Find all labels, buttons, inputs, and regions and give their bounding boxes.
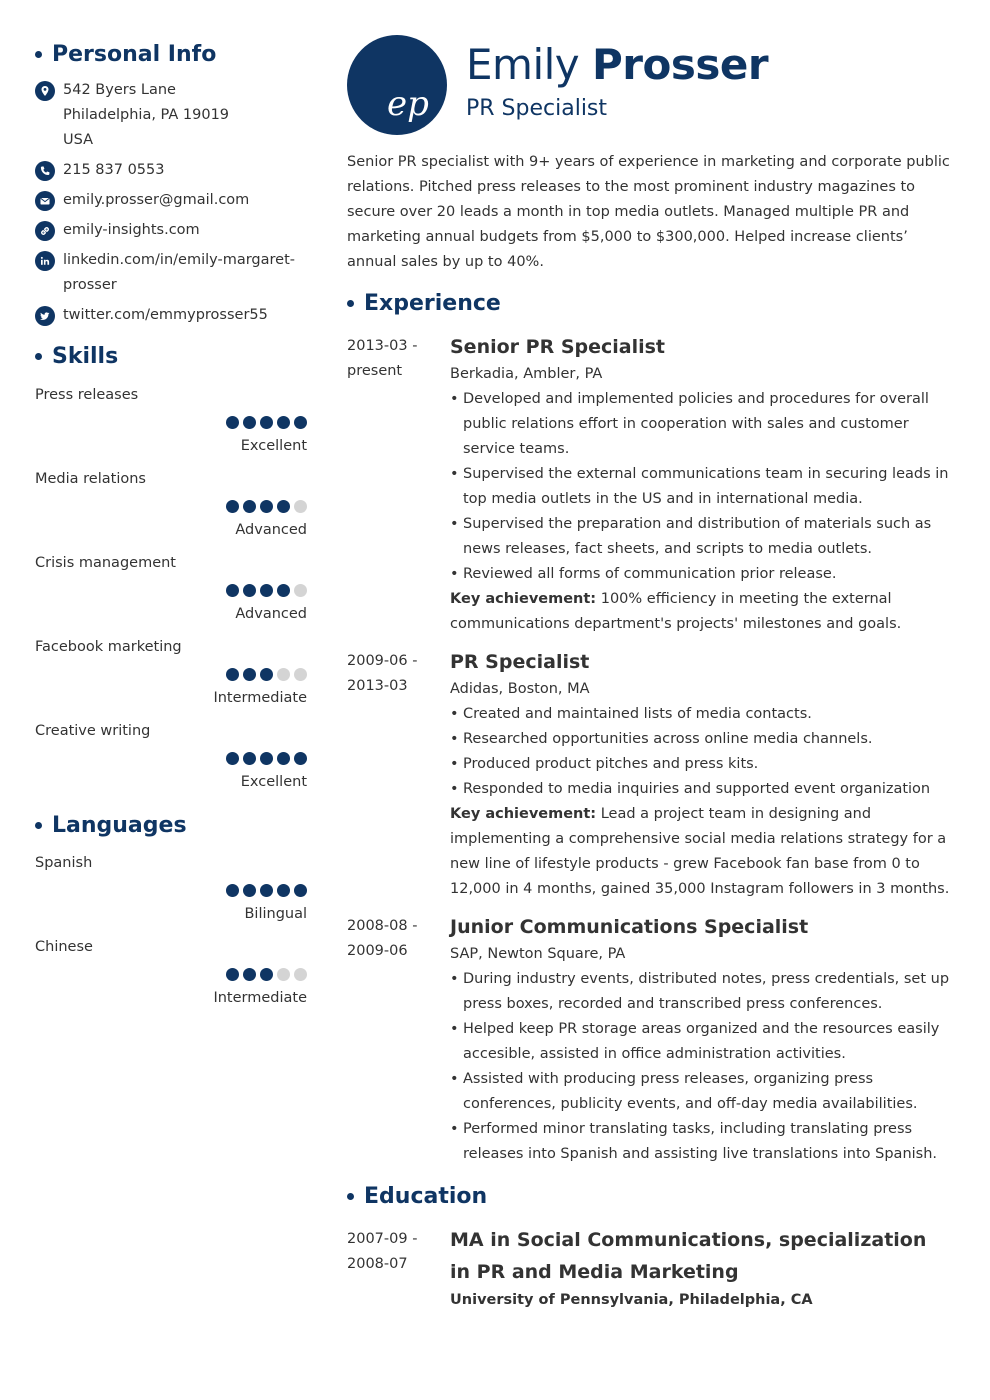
job-company: Adidas, Boston, MA <box>450 681 590 697</box>
job-bullet: • Assisted with producing press releases, organizing press conferences, publicity events, and off-day media availabilities. <box>450 1067 960 1117</box>
language-rating-dots <box>226 884 307 897</box>
skill-level: Excellent <box>240 774 307 790</box>
personal-info-heading-text: Personal Info <box>52 42 217 67</box>
rating-dot-filled <box>277 584 290 597</box>
skill-name: Facebook marketing <box>35 639 182 655</box>
profile-summary: Senior PR specialist with 9+ years of experience in marketing and corporate public relations. Pitched press releases to the most prominent industry magazines to secure over 20 leads a month in top media outlets. Managed multiple PR and marketing annual budgets from $5,000 to $300,000. Helped increase clients’ annual sales by up to 40%. <box>347 154 950 270</box>
job-bullet: • During industry events, distributed notes, press credentials, set up press boxes, recorded and transcribed press conferences. <box>450 967 960 1017</box>
job-entry <box>450 647 960 902</box>
key-achievement-label: Key achievement: <box>450 591 597 607</box>
rating-dot-filled <box>294 752 307 765</box>
skill-rating-dots <box>226 584 307 597</box>
education-dates <box>347 1227 417 1277</box>
skill-rating-dots <box>226 668 307 681</box>
experience-heading-text: Experience <box>364 291 501 316</box>
language-name: Spanish <box>35 855 93 871</box>
rating-dot-filled <box>294 884 307 897</box>
skill-level: Intermediate <box>213 690 307 706</box>
job-entry <box>450 912 960 1167</box>
skills-heading <box>35 344 118 369</box>
job-entry <box>450 332 960 637</box>
job-bullets <box>450 387 960 587</box>
rating-dot-empty <box>294 584 307 597</box>
heading-bullet <box>35 822 42 829</box>
address-line: Philadelphia, PA 19019 <box>63 107 230 123</box>
linkedin-icon <box>35 251 55 271</box>
job-company: SAP, Newton Square, PA <box>450 946 626 962</box>
job-dates <box>347 334 417 384</box>
skills-heading-text: Skills <box>52 344 119 369</box>
last-name: Prosser <box>592 40 769 89</box>
education-entry <box>450 1224 950 1313</box>
rating-dot-empty <box>277 668 290 681</box>
key-achievement <box>450 587 960 637</box>
experience-heading <box>347 291 501 316</box>
contact-linkedin <box>35 250 307 298</box>
job-company: Berkadia, Ambler, PA <box>450 366 603 382</box>
job-bullet: • Supervised the preparation and distribution of materials such as news releases, fact sheets, and scripts to media outlets. <box>450 512 960 562</box>
full-name <box>466 40 768 89</box>
key-achievement <box>450 802 960 902</box>
rating-dot-filled <box>226 968 239 981</box>
rating-dot-filled <box>226 584 239 597</box>
job-title: Senior PR Specialist <box>450 336 666 358</box>
rating-dot-filled <box>277 416 290 429</box>
address-line: USA <box>63 132 94 148</box>
phone-text[interactable]: 215 837 0553 <box>63 162 165 178</box>
job-title-header: PR Specialist <box>466 96 608 121</box>
rating-dot-filled <box>243 668 256 681</box>
skill-name: Crisis management <box>35 555 176 571</box>
rating-dot-filled <box>260 968 273 981</box>
personal-info-heading <box>35 42 216 67</box>
job-dates <box>347 914 417 964</box>
linkedin-link[interactable]: prosser <box>63 277 117 293</box>
language-rating-dots <box>226 968 307 981</box>
date-to: 2013-03 <box>347 678 408 694</box>
job-bullet: • Reviewed all forms of communication prior release. <box>450 562 960 587</box>
date-from: 2013-03 - <box>347 338 418 354</box>
rating-dot-filled <box>277 752 290 765</box>
contact-address <box>35 80 307 153</box>
rating-dot-filled <box>260 668 273 681</box>
rating-dot-filled <box>226 668 239 681</box>
contact-twitter <box>35 305 307 328</box>
degree-title: MA in Social Communications, specialization in PR and Media Marketing <box>450 1229 927 1283</box>
linkedin-link[interactable]: linkedin.com/in/emily-margaret- <box>63 252 295 268</box>
skill-rating-dots <box>226 500 307 513</box>
job-title: Junior Communications Specialist <box>450 916 809 938</box>
date-to: present <box>347 363 403 379</box>
skill-rating-dots <box>226 416 307 429</box>
job-bullet: • Produced product pitches and press kits. <box>450 752 960 777</box>
rating-dot-filled <box>260 884 273 897</box>
website-link[interactable]: emily-insights.com <box>63 222 200 238</box>
date-from: 2008-08 - <box>347 918 418 934</box>
school-name: University of Pennsylvania, Philadelphia, CA <box>450 1292 813 1308</box>
twitter-link[interactable]: twitter.com/emmyprosser55 <box>63 307 268 323</box>
job-bullets <box>450 967 960 1167</box>
contact-phone <box>35 160 307 183</box>
email-link[interactable]: emily.prosser@gmail.com <box>63 192 250 208</box>
skill-name: Press releases <box>35 387 139 403</box>
language-name: Chinese <box>35 939 93 955</box>
date-from: 2009-06 - <box>347 653 418 669</box>
language-level: Intermediate <box>213 990 307 1006</box>
job-bullet: • Supervised the external communications team in securing leads in top media outlets in the US and in international media. <box>450 462 960 512</box>
skill-rating-dots <box>226 752 307 765</box>
rating-dot-filled <box>260 416 273 429</box>
rating-dot-filled <box>226 752 239 765</box>
skill-name: Creative writing <box>35 723 151 739</box>
education-heading <box>347 1184 487 1209</box>
job-title: PR Specialist <box>450 651 590 673</box>
rating-dot-empty <box>294 968 307 981</box>
skill-name: Media relations <box>35 471 146 487</box>
job-bullet: • Developed and implemented policies and procedures for overall public relations effort in cooperation with sales and customer service teams. <box>450 387 960 462</box>
skill-level: Advanced <box>235 522 307 538</box>
rating-dot-filled <box>277 500 290 513</box>
avatar <box>347 35 447 135</box>
phone-icon <box>35 161 55 181</box>
heading-bullet <box>347 1193 354 1200</box>
languages-heading <box>35 813 187 838</box>
job-dates <box>347 649 417 699</box>
rating-dot-empty <box>277 968 290 981</box>
rating-dot-filled <box>243 884 256 897</box>
rating-dot-filled <box>226 416 239 429</box>
rating-dot-filled <box>226 500 239 513</box>
link-icon <box>35 221 55 241</box>
address-line: 542 Byers Lane <box>63 82 176 98</box>
job-bullets <box>450 702 960 802</box>
rating-dot-filled <box>260 752 273 765</box>
location-pin-icon <box>35 81 55 101</box>
rating-dot-empty <box>294 500 307 513</box>
rating-dot-filled <box>294 416 307 429</box>
key-achievement-text: 100% efficiency in meeting the external communications department's projects' milestones and goals. <box>450 591 902 632</box>
rating-dot-empty <box>294 668 307 681</box>
date-to: 2009-06 <box>347 943 408 959</box>
language-level: Bilingual <box>244 906 307 922</box>
heading-bullet <box>347 300 354 307</box>
twitter-icon <box>35 306 55 326</box>
education-heading-text: Education <box>364 1184 488 1209</box>
date-from: 2007-09 - <box>347 1231 418 1247</box>
languages-heading-text: Languages <box>52 813 187 838</box>
job-bullet: • Helped keep PR storage areas organized and the resources easily accesible, assisted in office administration activities. <box>450 1017 960 1067</box>
date-to: 2008-07 <box>347 1256 408 1272</box>
skill-level: Excellent <box>240 438 307 454</box>
job-bullet: • Responded to media inquiries and supported event organization <box>450 777 960 802</box>
key-achievement-text: Lead a project team in designing and implementing a comprehensive social media relations strategy for a new line of lifestyle products - grew Facebook fan base from 0 to 12,000 in 4 months, gained 35,000 Instagram followers in 3 months. <box>450 806 950 897</box>
contact-website <box>35 220 307 243</box>
rating-dot-filled <box>243 584 256 597</box>
rating-dot-filled <box>260 584 273 597</box>
rating-dot-filled <box>260 500 273 513</box>
job-bullet: • Researched opportunities across online media channels. <box>450 727 960 752</box>
email-icon <box>35 191 55 211</box>
job-bullet: • Performed minor translating tasks, including translating press releases into Spanish and assisting live translations into Spanish. <box>450 1117 960 1167</box>
first-name: Emily <box>466 40 580 89</box>
key-achievement-label: Key achievement: <box>450 806 597 822</box>
heading-bullet <box>35 51 42 58</box>
skill-level: Advanced <box>235 606 307 622</box>
heading-bullet <box>35 353 42 360</box>
rating-dot-filled <box>226 884 239 897</box>
job-bullet: • Created and maintained lists of media contacts. <box>450 702 960 727</box>
rating-dot-filled <box>277 884 290 897</box>
avatar-initials: ep <box>387 84 429 124</box>
rating-dot-filled <box>243 752 256 765</box>
contact-email <box>35 190 307 213</box>
rating-dot-filled <box>243 416 256 429</box>
rating-dot-filled <box>243 500 256 513</box>
rating-dot-filled <box>243 968 256 981</box>
